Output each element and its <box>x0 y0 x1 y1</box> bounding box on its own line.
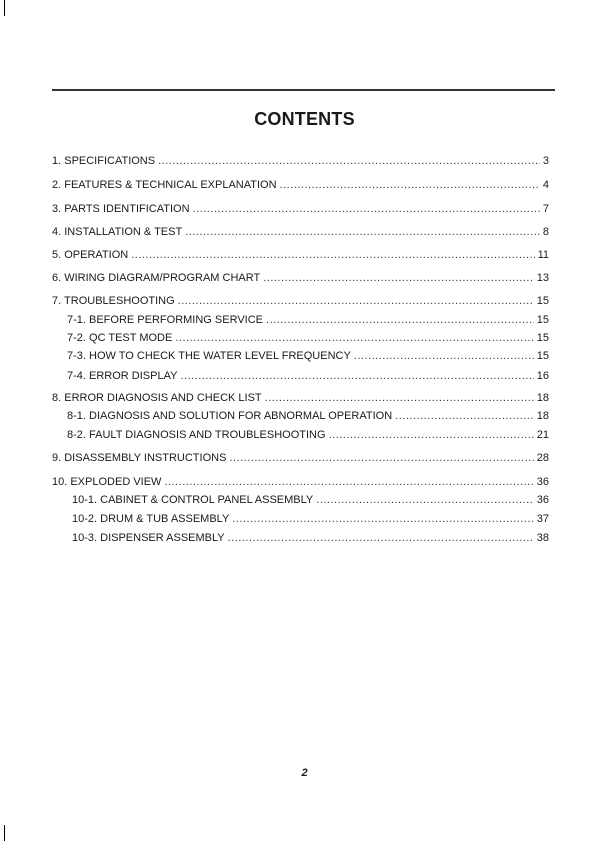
dot-leader <box>263 270 534 286</box>
toc-entry-title: 4. INSTALLATION & TEST <box>52 226 183 238</box>
toc-entry-page: 13 <box>536 272 549 284</box>
toc-entry[interactable] <box>52 450 549 466</box>
crop-mark-top <box>4 0 5 16</box>
dot-leader <box>265 390 534 406</box>
dot-leader <box>395 408 534 424</box>
toc-subentry[interactable] <box>72 492 549 508</box>
dot-leader <box>164 474 533 490</box>
toc-entry[interactable] <box>52 201 549 217</box>
toc-entry-title: 10-3. DISPENSER ASSEMBLY <box>72 532 225 544</box>
toc-entry[interactable] <box>52 247 549 263</box>
toc-entry[interactable] <box>52 177 549 193</box>
toc-entry-title: 10. EXPLODED VIEW <box>52 476 162 488</box>
toc-subentry[interactable] <box>72 530 549 546</box>
dot-leader <box>185 224 540 240</box>
header-rule <box>52 89 555 91</box>
toc-entry-page: 7 <box>542 203 549 215</box>
dot-leader <box>266 312 534 328</box>
dot-leader <box>131 247 534 263</box>
toc-subentry[interactable] <box>67 330 549 346</box>
toc-entry-title: 5. OPERATION <box>52 249 129 261</box>
toc-entry-page: 38 <box>536 532 549 544</box>
toc-entry[interactable] <box>52 224 549 240</box>
dot-leader <box>180 368 533 384</box>
dot-leader <box>316 492 533 508</box>
toc-entry-title: 7-2. QC TEST MODE <box>67 332 173 344</box>
toc-entry-page: 8 <box>542 226 549 238</box>
toc-entry-title: 1. SPECIFICATIONS <box>52 155 156 167</box>
toc-entry[interactable] <box>52 474 549 490</box>
toc-entry-page: 11 <box>537 249 549 261</box>
dot-leader <box>158 153 540 169</box>
toc-entry-page: 36 <box>536 494 549 506</box>
toc-entry-title: 8-1. DIAGNOSIS AND SOLUTION FOR ABNORMAL OPERATION <box>67 410 393 422</box>
page-number: 2 <box>301 767 308 779</box>
toc-entry[interactable] <box>52 390 549 406</box>
toc-entry-page: 21 <box>536 429 549 441</box>
toc-entry-title: 10-1. CABINET & CONTROL PANEL ASSEMBLY <box>72 494 314 506</box>
toc-entry[interactable] <box>52 153 549 169</box>
toc-entry-page: 4 <box>542 179 549 191</box>
dot-leader <box>329 427 534 443</box>
toc-entry-title: 8-2. FAULT DIAGNOSIS AND TROUBLESHOOTING <box>67 429 326 441</box>
toc-entry-page: 28 <box>536 452 549 464</box>
toc-entry-title: 7-1. BEFORE PERFORMING SERVICE <box>67 314 264 326</box>
toc-entry-title: 7-3. HOW TO CHECK THE WATER LEVEL FREQUENCY <box>67 350 351 362</box>
toc-entry-page: 16 <box>536 370 549 382</box>
toc-entry-title: 6. WIRING DIAGRAM/PROGRAM CHART <box>52 272 261 284</box>
page-title: CONTENTS <box>254 109 355 129</box>
toc-entry-page: 18 <box>536 410 549 422</box>
toc-entry[interactable] <box>52 293 549 309</box>
dot-leader <box>175 330 533 346</box>
dot-leader <box>229 450 533 466</box>
toc-entry-title: 9. DISASSEMBLY INSTRUCTIONS <box>52 452 227 464</box>
toc-entry-title: 8. ERROR DIAGNOSIS AND CHECK LIST <box>52 392 262 404</box>
dot-leader <box>232 511 533 527</box>
toc-entry-page: 18 <box>536 392 549 404</box>
toc-entry-page: 36 <box>536 476 549 488</box>
toc-entry-page: 37 <box>536 513 549 525</box>
toc-entry[interactable] <box>52 270 549 286</box>
toc-subentry[interactable] <box>67 312 549 328</box>
toc-subentry[interactable] <box>67 427 549 443</box>
toc-entry-page: 15 <box>536 332 549 344</box>
dot-leader <box>354 348 534 364</box>
toc-entry-title: 7. TROUBLESHOOTING <box>52 295 175 307</box>
toc-entry-title: 2. FEATURES & TECHNICAL EXPLANATION <box>52 179 277 191</box>
toc-entry-page: 15 <box>536 350 549 362</box>
toc-entry-title: 10-2. DRUM & TUB ASSEMBLY <box>72 513 230 525</box>
toc-subentry[interactable] <box>67 368 549 384</box>
toc-entry-page: 3 <box>542 155 549 167</box>
dot-leader <box>280 177 540 193</box>
toc-subentry[interactable] <box>67 408 549 424</box>
toc-subentry[interactable] <box>67 348 549 364</box>
toc-entry-page: 15 <box>536 314 549 326</box>
crop-mark-bottom <box>4 825 5 841</box>
toc-entry-title: 3. PARTS IDENTIFICATION <box>52 203 190 215</box>
toc-entry-title: 7-4. ERROR DISPLAY <box>67 370 178 382</box>
dot-leader <box>193 201 540 217</box>
toc-entry-page: 15 <box>536 295 549 307</box>
toc-subentry[interactable] <box>72 511 549 527</box>
dot-leader <box>228 530 534 546</box>
dot-leader <box>178 293 534 309</box>
